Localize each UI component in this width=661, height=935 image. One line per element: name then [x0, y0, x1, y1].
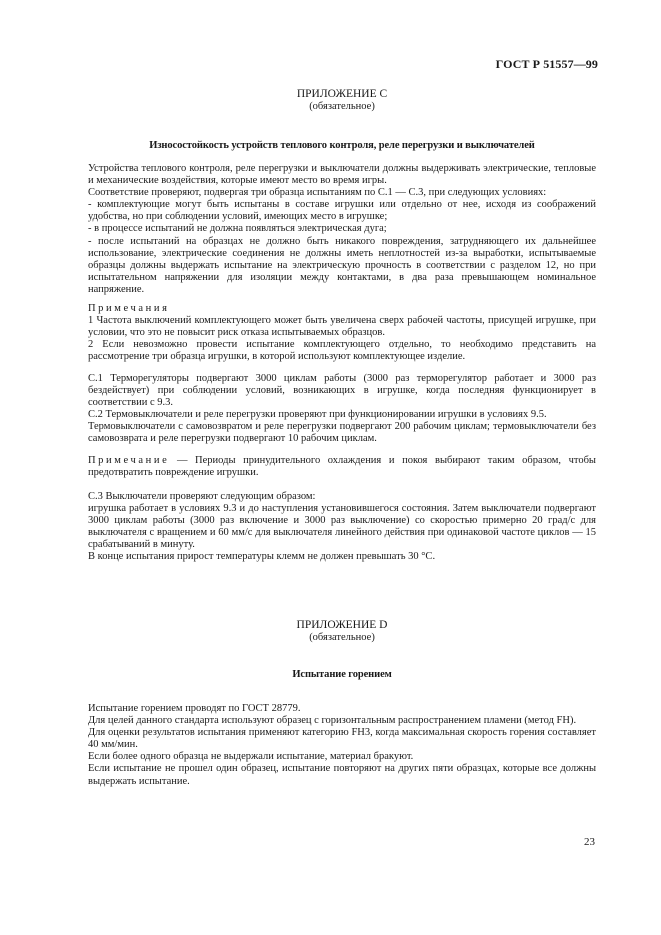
- note-item: 1 Частота выключений комплектующего может быть увеличена сверх рабочей частоты, присущей игрушке, при условии, что это не повысит риск отказа испытываемых образцов.: [88, 315, 596, 339]
- clause: С.2 Термовыключатели и реле перегрузки проверяют при функционировании игрушки в условиях 9.5.: [88, 409, 547, 421]
- paragraph: - после испытаний на образцах не должно быть никакого повреждения, затрудняющего их дальнейшее использование, электрические соединения не должны иметь неплотностей из-за выработки, испытываемые образцы должны выдержать испытание на электрическую прочность в соответствии с разделом 12, но при испытательном напряжении для изоляции между контактами, в два раза превышающем номинальное напряжение.: [88, 235, 596, 295]
- paragraph: Устройства теплового контроля, реле перегрузки и выключатели должны выдерживать электрические, тепловые и механические воздействия, которые имеют место во время игры.: [88, 163, 596, 187]
- appendix-c-body: [88, 163, 596, 296]
- clause: В конце испытания прирост температуры клемм не должен превышать 30 °С.: [88, 551, 436, 563]
- appendix-c-title: Износостойкость устройств теплового контроля, реле перегрузки и выключателей: [149, 140, 535, 151]
- appendix-d-body: [88, 703, 596, 788]
- standard-number: ГОСТ Р 51557—99: [495, 57, 598, 71]
- appendix-c-clauses: [88, 373, 596, 446]
- note2-label: Примечание: [88, 455, 170, 466]
- clause: Термовыключатели с самовозвратом и реле перегрузки подвергают 200 рабочим циклам; термовыключатели без самовозврата и реле перегрузки подвергают 10 рабочим циклам.: [88, 421, 596, 445]
- clause: С.1 Терморегуляторы подвергают 3000 циклам работы (3000 раз терморегулятор работает и 3000 раз бездействует) при соблюдении условий, возникающих в игрушке, когда последняя функционирует в соответствии с 9.3.: [88, 373, 596, 409]
- clause: игрушка работает в условиях 9.3 и до наступления установившегося состояния. Затем выключатели подвергают 3000 циклам работы (3000 раз включение и 3000 раз выключение) со скоростью примерно 20 град/с для выключателя с вращением и 60 мм/с для выключателя линейного действия при одинаковой частоте циклов — 15 срабатываний в минуту.: [88, 503, 596, 551]
- clause: С.3 Выключатели проверяют следующим образом:: [88, 491, 316, 502]
- paragraph: Если испытание не прошел один образец, испытание повторяют на других пяти образцах, которые все должны выдержать испытание.: [88, 763, 596, 787]
- note2-text: — Периоды принудительного охлаждения и покоя выбирают таким образом, чтобы предотвратить повреждение игрушки.: [88, 455, 596, 479]
- paragraph: Соответствие проверяют, подвергая три образца испытаниям по С.1 — С.3, при следующих условиях:: [88, 187, 547, 199]
- appendix-c-status: (обязательное): [309, 101, 375, 112]
- page-number: 23: [584, 836, 595, 848]
- appendix-c-clause3: [88, 491, 596, 564]
- appendix-c-note2: [88, 455, 596, 479]
- paragraph: - в процессе испытаний не должна появляться электрическая дуга;: [88, 223, 387, 235]
- appendix-d-heading: ПРИЛОЖЕНИЕ D: [296, 619, 388, 631]
- appendix-c-heading: ПРИЛОЖЕНИЕ С: [296, 88, 388, 100]
- paragraph: Для целей данного стандарта используют образец с горизонтальным распространением пламени (метод FH).: [88, 715, 577, 727]
- notes-heading: Примечания: [88, 303, 170, 314]
- appendix-d-title: Испытание горением: [292, 669, 392, 680]
- paragraph: Если более одного образца не выдержали испытание, материал бракуют.: [88, 751, 414, 763]
- appendix-d-status: (обязательное): [309, 632, 375, 643]
- paragraph: - комплектующие могут быть испытаны в составе игрушки или отдельно от нее, исходя из соображений удобства, но при соблюдении условий, имеющих место в игрушке;: [88, 199, 596, 223]
- paragraph: Испытание горением проводят по ГОСТ 28779.: [88, 703, 301, 714]
- appendix-c-notes: [88, 303, 596, 363]
- paragraph: Для оценки результатов испытания применяют категорию FH3, когда максимальная скорость горения составляет 40 мм/мин.: [88, 727, 596, 751]
- note-item: 2 Если невозможно провести испытание комплектующего отдельно, то необходимо представить на рассмотрение три образца игрушки, в которой используют комплектующее изделие.: [88, 339, 596, 363]
